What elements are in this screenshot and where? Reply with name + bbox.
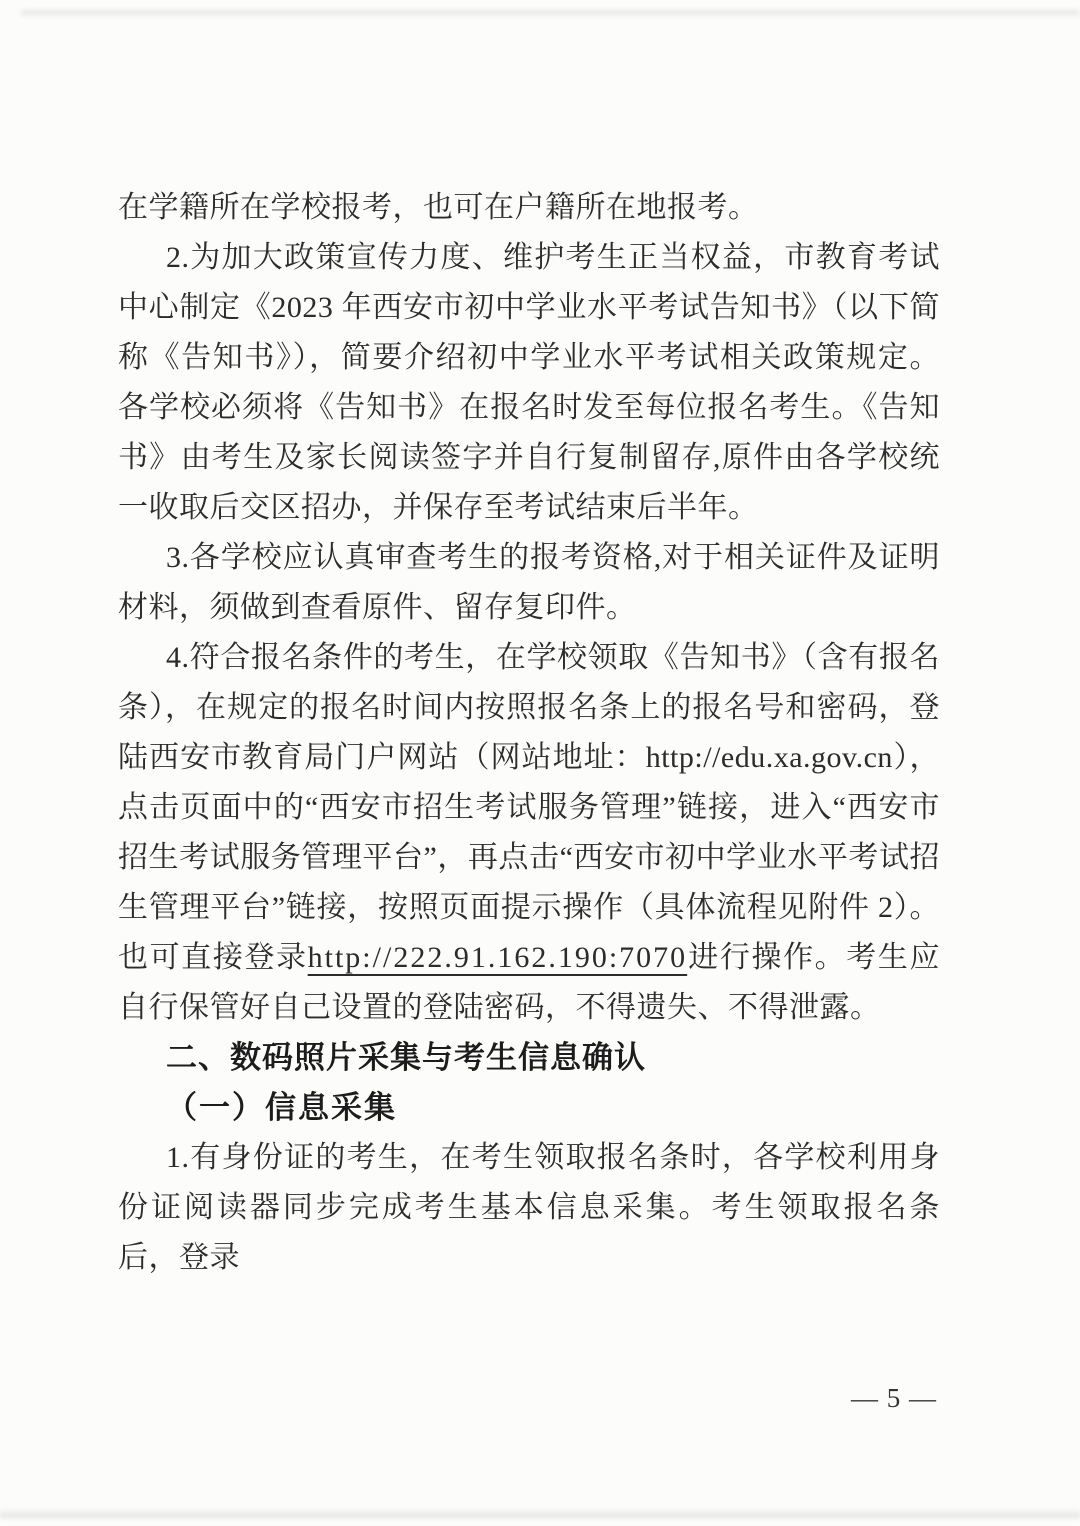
paragraph-item-3: 3.各学校应认真审查考生的报考资格,对于相关证件及证明材料，须做到查看原件、留存复印件。: [118, 541, 940, 624]
paragraph-info-collection-1: 1.有身份证的考生，在考生领取报名条时，各学校利用身份证阅读器同步完成考生基本信息采集。考生领取报名条后，登录: [118, 1141, 940, 1274]
document-body: [118, 183, 940, 1283]
paragraph-item-4-text-post: 进行操作。考生应自行保管好自己设置的登陆密码，不得遗失、不得泄露。: [118, 941, 941, 1024]
section-heading-photo-collection: 二、数码照片采集与考生信息确认: [166, 1040, 647, 1075]
scan-artifact-top-edge: [20, 10, 1080, 18]
paragraph-item-4: [118, 633, 940, 1033]
paragraph-item-4-text-pre: 4.符合报名条件的考生，在学校领取《告知书》（含有报名条），在规定的报名时间内按照报名条上的报名号和密码，登陆西安市教育局门户网站（网站地址：http://edu.xa.gov.cn），点击页面中的“西安市招生考试服务管理”链接，进入“西安市招生考试服务管理平台”，再点击“西安市初中学业水平考试招生管理平台”链接，按照页面提示操作（具体流程见附件 2）。也可直接登录: [118, 641, 940, 974]
paragraph-item-2: 2.为加大政策宣传力度、维护考生正当权益，市教育考试中心制定《2023 年西安市初中学业水平考试告知书》（以下简称《告知书》），简要介绍初中学业水平考试相关政策规定。各学校必须将《告知书》在报名时发至每位报名考生。《告知书》由考生及家长阅读签字并自行复制留存,原件由各学校统一收取后交区招办，并保存至考试结束后半年。: [118, 241, 940, 524]
page-number: — 5 —: [851, 1383, 937, 1413]
paragraph-continuation: 在学籍所在学校报考，也可在户籍所在地报考。: [118, 191, 759, 224]
registration-portal-url-link[interactable]: http://222.91.162.190:7070: [307, 941, 688, 974]
scan-artifact-bottom-edge: [0, 1508, 1080, 1518]
subsection-heading-info-collection: （一）信息采集: [166, 1090, 398, 1125]
